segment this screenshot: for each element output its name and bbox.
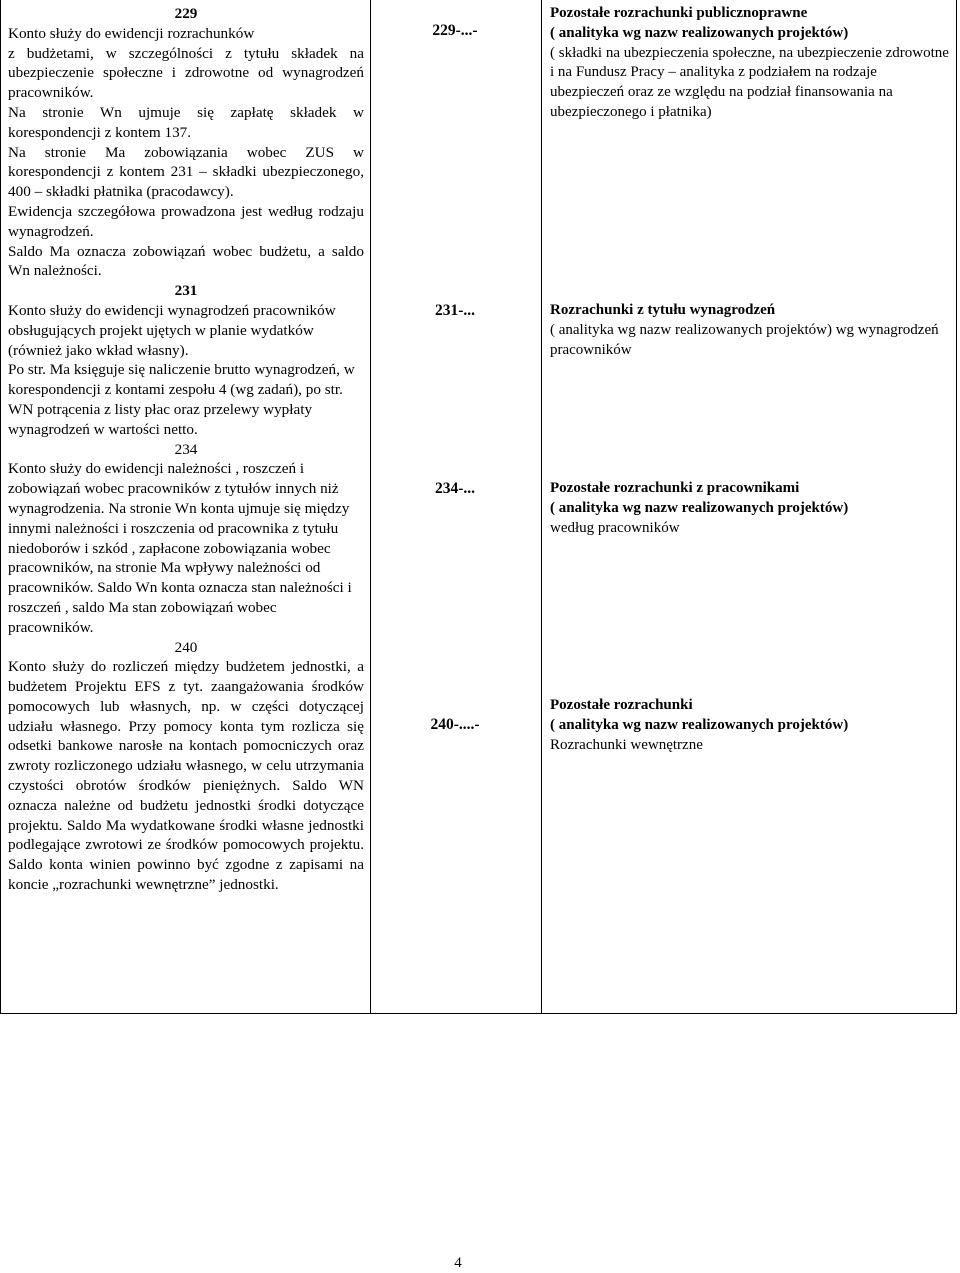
account-code-240: 240-....- [430, 716, 480, 733]
account-name-231-description: ( analityka wg nazw realizowanych projektów) wg wynagrodzeń pracowników [550, 321, 939, 358]
column-divider-left [370, 0, 371, 1014]
account-231-number: 231 [174, 282, 198, 300]
account-240-description [8, 638, 364, 895]
account-code-234: 234-... [434, 480, 476, 497]
account-231-description [8, 281, 364, 439]
account-name-234 [550, 479, 950, 538]
column-divider-right [541, 0, 542, 1014]
account-234-text-1: Konto służy do ewidencji należności , roszczeń i zobowiązań wobec pracowników z tytułów innych niż wynagrodzenia. Na stronie Wn konta ujmuje się między innymi należności i roszczenia od pracownika z tytułu niedoborów i szkód , zapłacone zobowiązania wobec pracowników, na stronie Ma wpływy należności od pracowników. Saldo Wn konta oznacza stan należności i roszczeń , saldo Ma stan zobowiązań wobec pracowników. [8, 460, 352, 636]
account-240-number: 240 [174, 638, 198, 656]
account-240-text-1: Konto służy do rozliczeń między budżetem jednostki, a budżetem Projektu EFS z tyt. zaangażowania środków pomocowych lub własnych, np. w części dotyczącej udziału własnego. Przy pomocy konta tym rozlicza się odsetki bankowe narosłe na kontach pomocniczych oraz zwroty rozliczonego udziału własnego, w celu utrzymania czystości obrotów środków pieniężnych. Saldo WN oznacza należne od budżetu jednostki środki dotyczące projektu. Saldo Ma wydatkowane środki własne jednostki podlegające zwrotowi ze środków pomocowych projektu. Saldo konta winien powinno być zgodne z zapisami na koncie „rozrachunki wewnętrzne” jednostki. [8, 658, 364, 894]
account-229-text-4: Na stronie Ma zobowiązania wobec ZUS w korespondencji z kontem 231 – składki ubezpieczonego, 400 – składki płatnika (pracodawcy). [8, 143, 364, 201]
account-229-description [8, 4, 364, 281]
account-name-229-description: ( składki na ubezpieczenia społeczne, na ubezpieczenie zdrowotne i na Fundusz Pracy – analityka z podziałem na rodzaje ubezpieczeń oraz ze względu na podział finansowania na ubezpieczonego i płatnika) [550, 44, 949, 120]
account-name-231 [550, 301, 950, 360]
account-name-240-title: Pozostałe rozrachunki [550, 697, 693, 713]
page-number: 4 [454, 1255, 462, 1271]
account-229-text-1: Konto służy do ewidencji rozrachunków [8, 24, 255, 42]
account-name-231-title: Rozrachunki z tytułu wynagrodzeń [550, 302, 776, 318]
account-name-240 [550, 696, 950, 755]
account-229-text-5: Ewidencja szczegółowa prowadzona jest według rodzaju wynagrodzeń. [8, 202, 364, 240]
account-name-234-description: według pracowników [550, 519, 680, 536]
account-name-240-description: Rozrachunki wewnętrzne [550, 736, 703, 753]
account-name-229-title: Pozostałe rozrachunki publicznoprawne [550, 5, 808, 21]
account-234-description [8, 440, 364, 638]
account-229-text-2: z budżetami, w szczególności z tytułu składek na ubezpieczenie społeczne i zdrowotne od wynagrodzeń pracowników. [8, 44, 364, 102]
account-code-231: 231-... [434, 302, 476, 319]
account-229-number: 229 [174, 5, 198, 22]
account-code-229: 229-...- [432, 22, 478, 39]
account-name-229 [550, 4, 950, 123]
account-descriptions-column [8, 4, 364, 895]
account-229-text-3: Na stronie Wn ujmuje się zapłatę składek w korespondencji z kontem 137. [8, 103, 364, 141]
account-name-240-analytics: ( analityka wg nazw realizowanych projektów) [550, 716, 849, 733]
account-name-234-analytics: ( analityka wg nazw realizowanych projektów) [550, 499, 849, 516]
account-229-text-6: Saldo Ma oznacza zobowiązań wobec budżetu, a saldo Wn należności. [8, 242, 364, 280]
account-name-234-title: Pozostałe rozrachunki z pracownikami [550, 480, 800, 496]
account-231-text-1: Konto służy do ewidencji wynagrodzeń pracowników obsługujących projekt ujętych w planie wydatków (również jako wkład własny). [8, 301, 336, 359]
account-231-text-2: Po str. Ma księguje się naliczenie brutto wynagrodzeń, w korespondencji z kontami zespołu 4 (wg zadań), po str. WN potrącenia z listy płac oraz przelewy wypłaty wynagrodzeń w wartości netto. [8, 361, 355, 438]
account-name-229-analytics: ( analityka wg nazw realizowanych projektów) [550, 24, 849, 41]
account-234-number: 234 [174, 440, 198, 458]
